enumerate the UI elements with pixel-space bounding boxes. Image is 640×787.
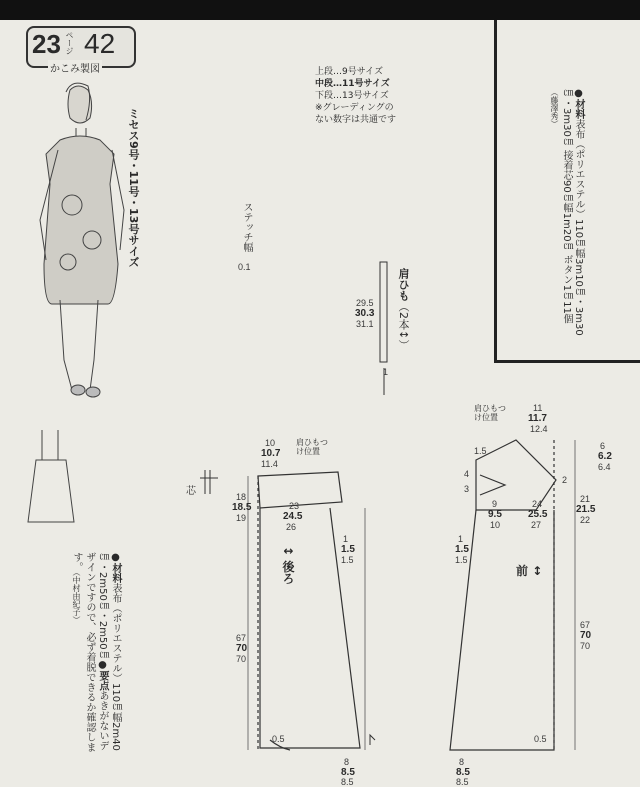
sizes-note-line: 上段…9号サイズ [315, 67, 384, 77]
front-length-13: 70 [580, 641, 591, 651]
front-hem-13: 8.5 [456, 777, 469, 787]
dress-flat-illustration [28, 430, 74, 522]
strap-length-11: 30.3 [355, 308, 375, 319]
center-mark [200, 470, 218, 494]
back-length-9: 67 [236, 633, 247, 643]
sizes-note-line: 中段…11号サイズ [315, 79, 390, 89]
back-length-11: 70 [236, 643, 248, 654]
front-dart-11: 1.5 [455, 544, 469, 555]
back-hem-curve: 0.5 [272, 734, 285, 744]
front-bust-11: 9.5 [488, 509, 502, 520]
diagram-caption: かこみ製図 [48, 60, 102, 75]
back-width-11: 24.5 [283, 511, 303, 522]
front-label: 前 ↕ [516, 564, 543, 578]
strap-width: 1 [383, 367, 389, 377]
back-top-11: 10.7 [261, 448, 281, 459]
back-top-13: 11.4 [261, 459, 278, 469]
back-label: ↕ 後ろ [281, 546, 295, 585]
back-yoke-9: 18 [236, 492, 247, 502]
front-yoke-11: 21.5 [576, 504, 596, 515]
front-measure-4: 2 [562, 475, 568, 485]
front-hem-9: 8 [459, 757, 465, 767]
front-top-9: 11 [533, 403, 543, 413]
back-width-13: 26 [286, 522, 297, 532]
back-yoke-13: 19 [236, 513, 247, 523]
front-yoke-9: 21 [580, 494, 591, 504]
front-bust-9: 9 [492, 499, 498, 509]
back-width-9: 23 [289, 501, 300, 511]
page-prefix: 23 [32, 29, 61, 59]
front-strap-position: 肩ひもつけ位置 [474, 404, 506, 422]
front-neck-13: 6.4 [598, 462, 611, 472]
stitch-value: 0.1 [238, 262, 251, 272]
materials-main: ●材料表布（ポリエステル）110㎝幅3m10㎝・3m30㎝・3m30㎝ 接着芯90㎝幅1m20㎝ ボタン1㎝11個（藤澤秀） [550, 88, 584, 336]
front-top-13: 12.4 [530, 424, 548, 434]
front-length-9: 67 [580, 620, 591, 630]
front-width-11: 25.5 [528, 509, 548, 520]
front-dart-13: 1.5 [455, 555, 468, 565]
back-hem-13: 8.5 [341, 777, 354, 787]
center-label: 芯 [186, 486, 196, 497]
front-measure-1: 1.5 [474, 446, 487, 456]
front-yoke-13: 22 [580, 515, 591, 525]
front-width-9: 24 [532, 499, 543, 509]
strap-length-13: 31.1 [356, 319, 374, 329]
back-bodice-piece [258, 472, 360, 750]
front-top-11: 11.7 [528, 413, 547, 424]
sizes-note-line: ※グレーディングの [315, 103, 394, 113]
materials-dress: ●材料表布（ポリエステル）110㎝幅2m40㎝・2m50㎝・2m50㎝●要点あきがないデザインですので、必ず着脱できるか確認します。（中村由紀子） [71, 552, 121, 752]
front-width-13: 27 [531, 520, 542, 530]
strap-length-9: 29.5 [356, 298, 374, 308]
back-top-9: 10 [265, 438, 276, 448]
back-dart-9: 1 [343, 534, 349, 544]
back-strap-position: 肩ひもつけ位置 [296, 438, 328, 456]
strap-title: 肩ひも（2本↕） [397, 268, 410, 351]
front-measure-3: 3 [464, 484, 470, 494]
page-number: 42 [84, 28, 116, 59]
sizes-note-line: 下段…13号サイズ [315, 91, 389, 101]
front-hem-curve: 0.5 [534, 734, 547, 744]
back-hem-11: 8.5 [341, 767, 355, 778]
back-yoke-11: 18.5 [232, 502, 252, 513]
grain-arrow [370, 735, 375, 745]
front-hem-11: 8.5 [456, 767, 470, 778]
back-dart-13: 1.5 [341, 555, 354, 565]
strap-piece [380, 262, 387, 362]
front-neck-9: 6 [600, 441, 606, 451]
stitch-label: ステッチ幅 [241, 202, 252, 252]
dimension-lines [248, 440, 575, 750]
page-unit: ページ [65, 31, 74, 55]
front-bust-13: 10 [490, 520, 501, 530]
front-length-11: 70 [580, 630, 592, 641]
front-neck-11: 6.2 [598, 451, 612, 462]
back-dart-11: 1.5 [341, 544, 355, 555]
model-illustration [40, 83, 124, 397]
back-hem-9: 8 [344, 757, 350, 767]
front-measure-2: 4 [464, 469, 470, 479]
missy-sizes-title: ミセス9号・11号・13号サイズ [127, 108, 140, 268]
back-length-13: 70 [236, 654, 247, 664]
front-dart-9: 1 [458, 534, 464, 544]
sizes-note-line: ない数字は共通です [315, 115, 397, 125]
